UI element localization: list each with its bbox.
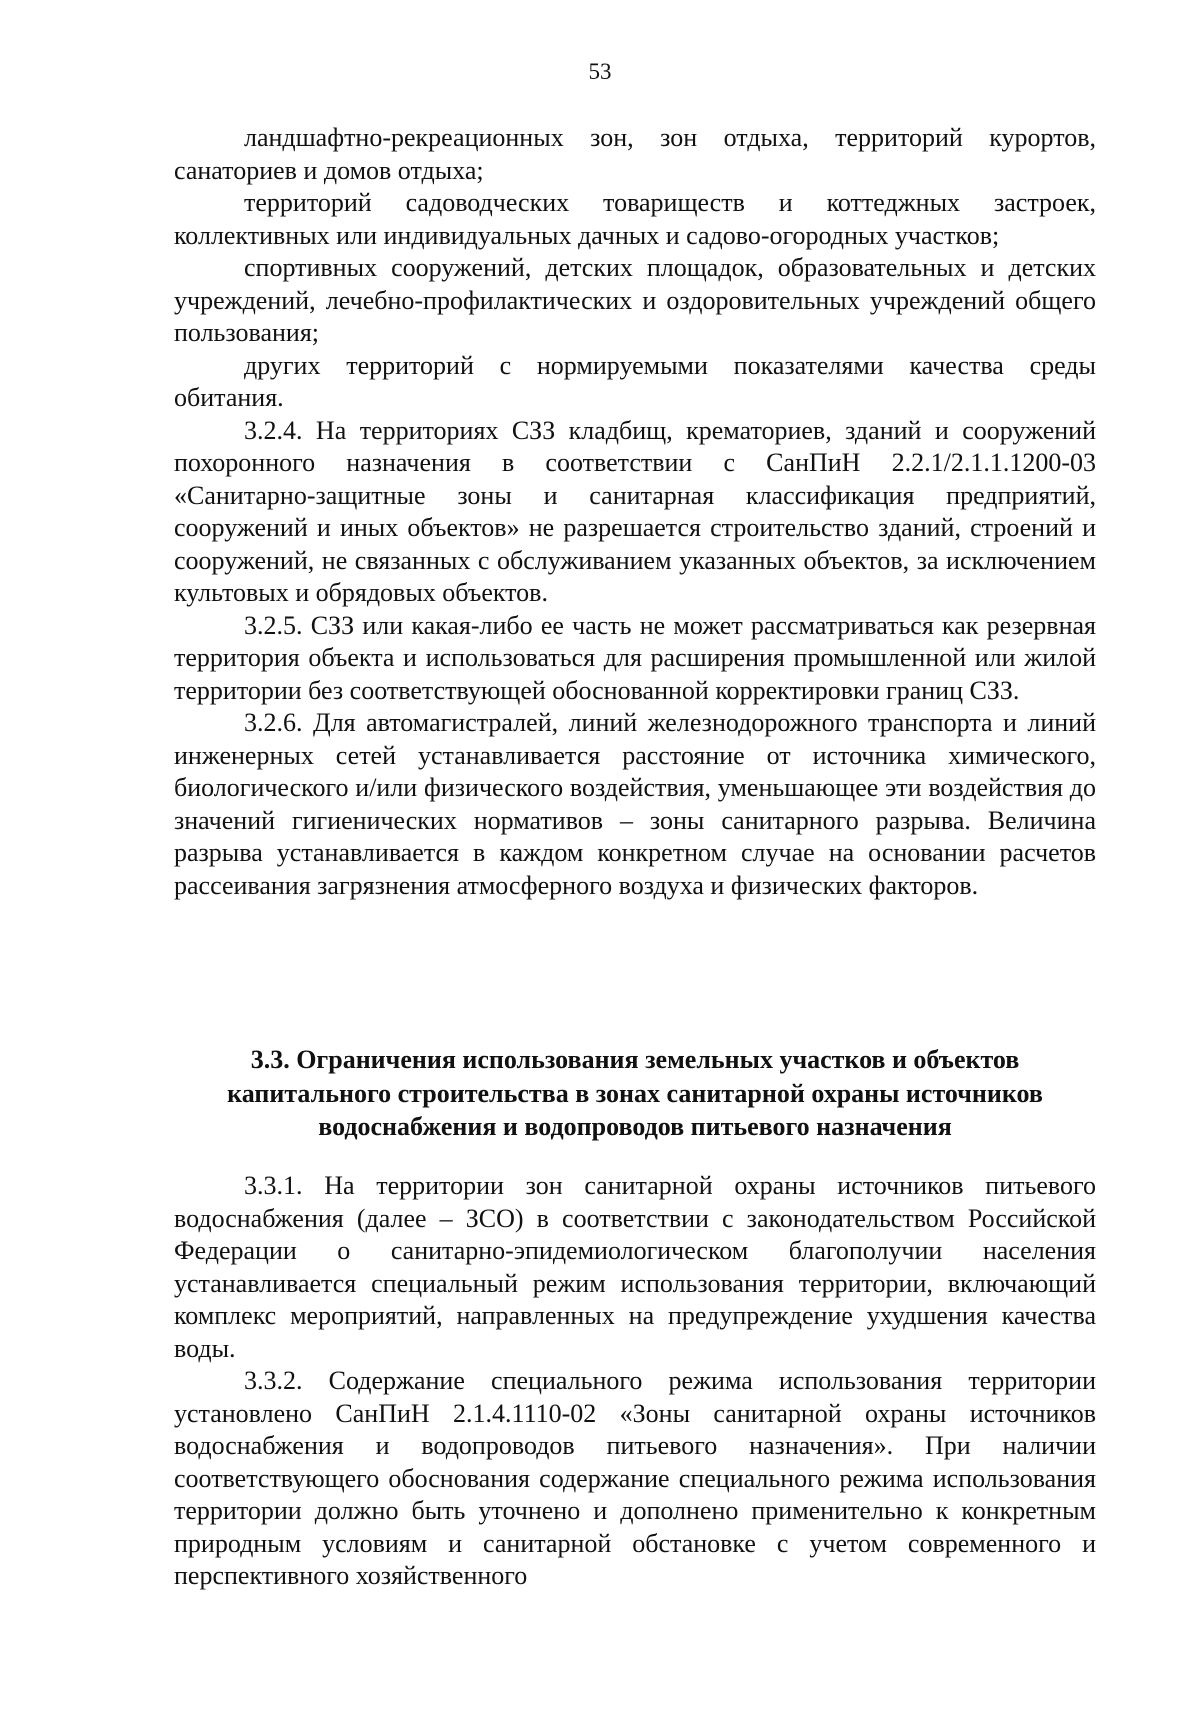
paragraph-3-2-6: 3.2.6. Для автомагистралей, линий железнодорожного транспорта и линий инженерных сетей устанавливается расстояние от источника химического, биологического и/или физического воздействия, уменьшающее эти воздействия до значений гигиенических нормативов – зоны санитарного разрыва. Величина разрыва устанавливается в каждом конкретном случае на основании расчетов рассеивания загрязнения атмосферного воздуха и физических факторов.	[174, 708, 1096, 900]
paragraph-other-territories: других территорий с нормируемыми показателями качества среды обитания.	[174, 350, 1096, 412]
text-block-bottom	[174, 1170, 1096, 1593]
paragraph-3-3-2: 3.3.2. Содержание специального режима использования территории установлено СанПиН 2.1.4.1110-02 «Зоны санитарной охраны источников водоснабжения и водопроводов питьевого назначения». При наличии соответствующего обоснования содержание специального режима использования территории должно быть уточнено и дополнено применительно к конкретным природным условиям и санитарной обстановке с учетом современного и перспективного хозяйственного	[174, 1366, 1096, 1590]
section-heading-3-3	[174, 1043, 1096, 1144]
paragraph-3-3-1: 3.3.1. На территории зон санитарной охраны источников питьевого водоснабжения (далее – ЗСО) в соответствии с законодательством Российской Федерации о санитарно-эпидемиологическом благополучии населения устанавливается специальный режим использования территории, включающий комплекс мероприятий, направленных на предупреждение ухудшения качества воды.	[174, 1171, 1096, 1363]
paragraph-garden-territories: территорий садоводческих товариществ и коттеджных застроек, коллективных или индивидуальных дачных и садово-огородных участков;	[174, 188, 1096, 250]
section-heading-line: капитального строительства в зонах санитарной охраны источников	[227, 1078, 1043, 1108]
text-block-top	[174, 122, 1096, 902]
paragraph-recreation-zones: ландшафтно-рекреационных зон, зон отдыха, территорий курортов, санаториев и домов отдыха;	[174, 123, 1096, 185]
section-heading-line: 3.3. Ограничения использования земельных участков и объектов	[250, 1045, 1020, 1074]
section-heading-line: водоснабжения и водопроводов питьевого назначения	[318, 1112, 952, 1141]
paragraph-sports-facilities: спортивных сооружений, детских площадок, образовательных и детских учреждений, лечебно-профилактических и оздоровительных учреждений общего пользования;	[174, 253, 1096, 347]
paragraph-3-2-4: 3.2.4. На территориях СЗЗ кладбищ, крематориев, зданий и сооружений похоронного назначения в соответствии с СанПиН 2.2.1/2.1.1.1200-03 «Санитарно-защитные зоны и санитарная классификация предприятий, сооружений и иных объектов» не разрешается строительство зданий, строений и сооружений, не связанных с обслуживанием указанных объектов, за исключением культовых и обрядовых объектов.	[174, 415, 1096, 607]
paragraph-3-2-5: 3.2.5. СЗЗ или какая-либо ее часть не может рассматриваться как резервная территория объекта и использоваться для расширения промышленной или жилой территории без соответствующей обоснованной корректировки границ СЗЗ.	[174, 610, 1096, 705]
page-number: 53	[588, 59, 612, 84]
